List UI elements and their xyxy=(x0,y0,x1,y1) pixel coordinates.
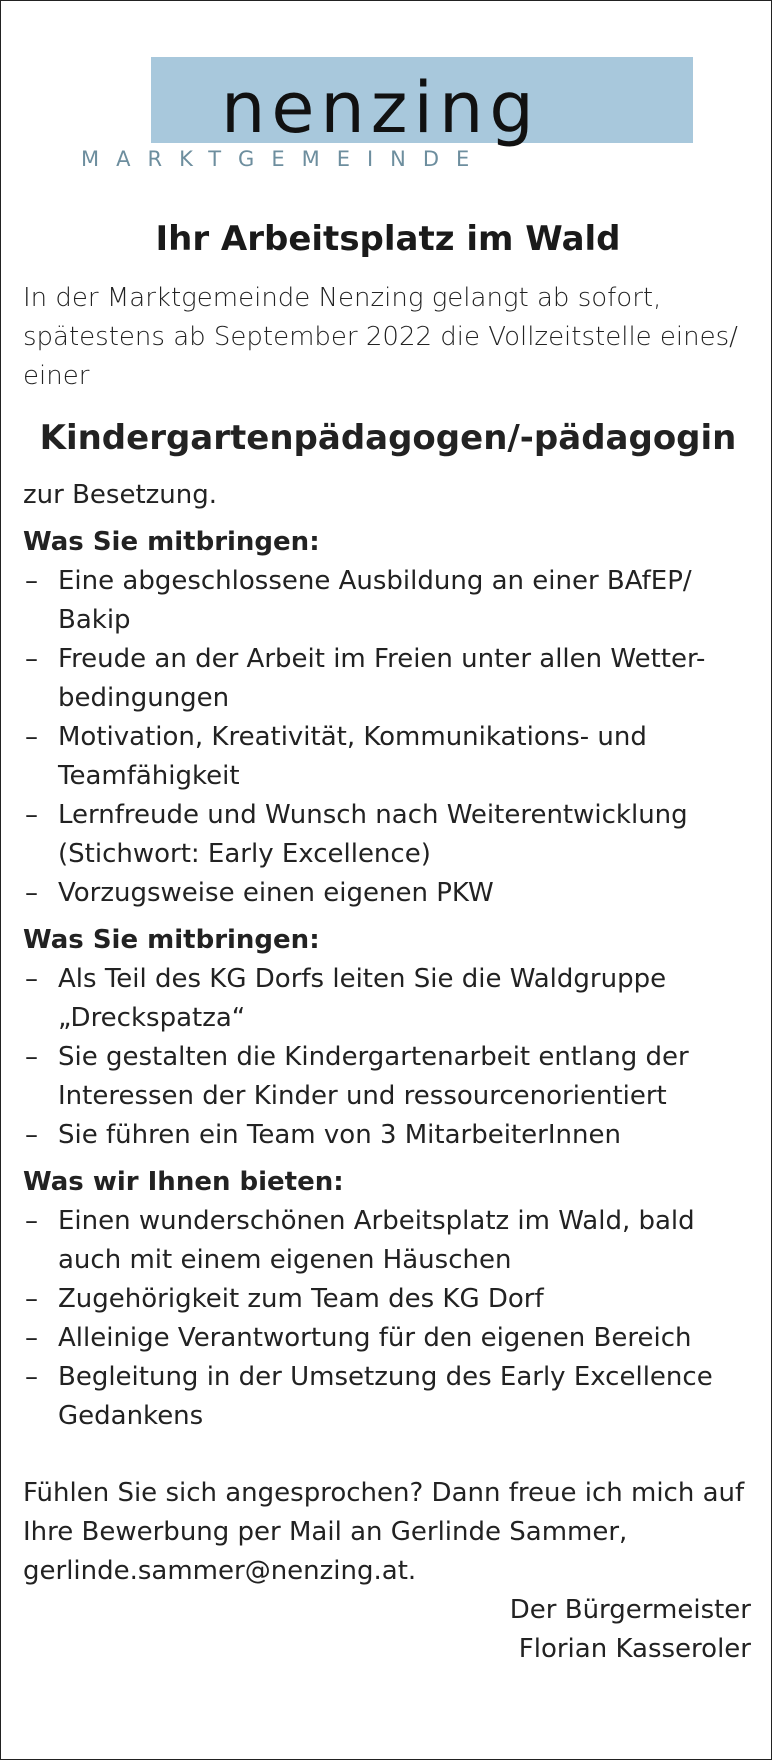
bullet-list xyxy=(23,562,753,913)
bullet-list xyxy=(23,960,753,1155)
logo-wordmark: nenzing xyxy=(221,67,540,149)
intro-text: In der Marktgemeinde Nenzing gelangt ab sofort, spätestens ab September 2022 die Vollzeitstelle eines/ einer xyxy=(23,283,738,391)
intro-end-text: zur Besetzung. xyxy=(23,480,218,510)
list-item: – Als Teil des KG Dorfs leiten Sie die Waldgruppe „Dreckspatza“ xyxy=(23,960,753,1038)
list-item: – Sie führen ein Team von 3 MitarbeiterInnen xyxy=(23,1116,753,1155)
logo-subtitle: MARKTGEMEINDE xyxy=(81,147,487,171)
section-title: Was Sie mitbringen: xyxy=(23,925,320,955)
list-item: – Eine abgeschlossene Ausbildung an einer BAfEP/ Bakip xyxy=(23,562,753,640)
list-item: – Motivation, Kreativität, Kommunikations- und Teamfähigkeit xyxy=(23,718,753,796)
list-item: – Begleitung in der Umsetzung des Early Excellence Gedankens xyxy=(23,1358,753,1436)
list-item: – Vorzugsweise einen eigenen PKW xyxy=(23,874,753,913)
list-item: – Sie gestalten die Kindergartenarbeit entlang der Interessen der Kinder und ressourcenorientiert xyxy=(23,1038,753,1116)
ad-title: Ihr Arbeitsplatz im Wald xyxy=(155,219,621,259)
section-title: Was Sie mitbringen: xyxy=(23,527,320,557)
ad-content xyxy=(23,219,753,1669)
signature-name: Florian Kasseroler xyxy=(518,1634,751,1664)
section-offer xyxy=(23,1163,753,1436)
bullet-list xyxy=(23,1202,753,1436)
position-title: Kindergartenpädagogen/-pädagogin xyxy=(39,418,737,458)
section-title: Was wir Ihnen bieten: xyxy=(23,1167,344,1197)
closing-text: Fühlen Sie sich angesprochen? Dann freue ich mich auf Ihre Bewerbung per Mail an Gerlinde Sammer, gerlinde.sammer@nenzing.at. xyxy=(23,1478,745,1586)
list-item: – Zugehörigkeit zum Team des KG Dorf xyxy=(23,1280,753,1319)
section-requirements xyxy=(23,523,753,913)
section-tasks xyxy=(23,921,753,1155)
list-item: – Freude an der Arbeit im Freien unter allen Wetter-bedingungen xyxy=(23,640,753,718)
signature-block xyxy=(23,1591,753,1669)
list-item: – Alleinige Verantwortung für den eigenen Bereich xyxy=(23,1319,753,1358)
list-item: – Lernfreude und Wunsch nach Weiterentwicklung (Stichwort: Early Excellence) xyxy=(23,796,753,874)
list-item: – Einen wunderschönen Arbeitsplatz im Wald, bald auch mit einem eigenen Häuschen xyxy=(23,1202,753,1280)
signature-role: Der Bürgermeister xyxy=(509,1595,751,1625)
